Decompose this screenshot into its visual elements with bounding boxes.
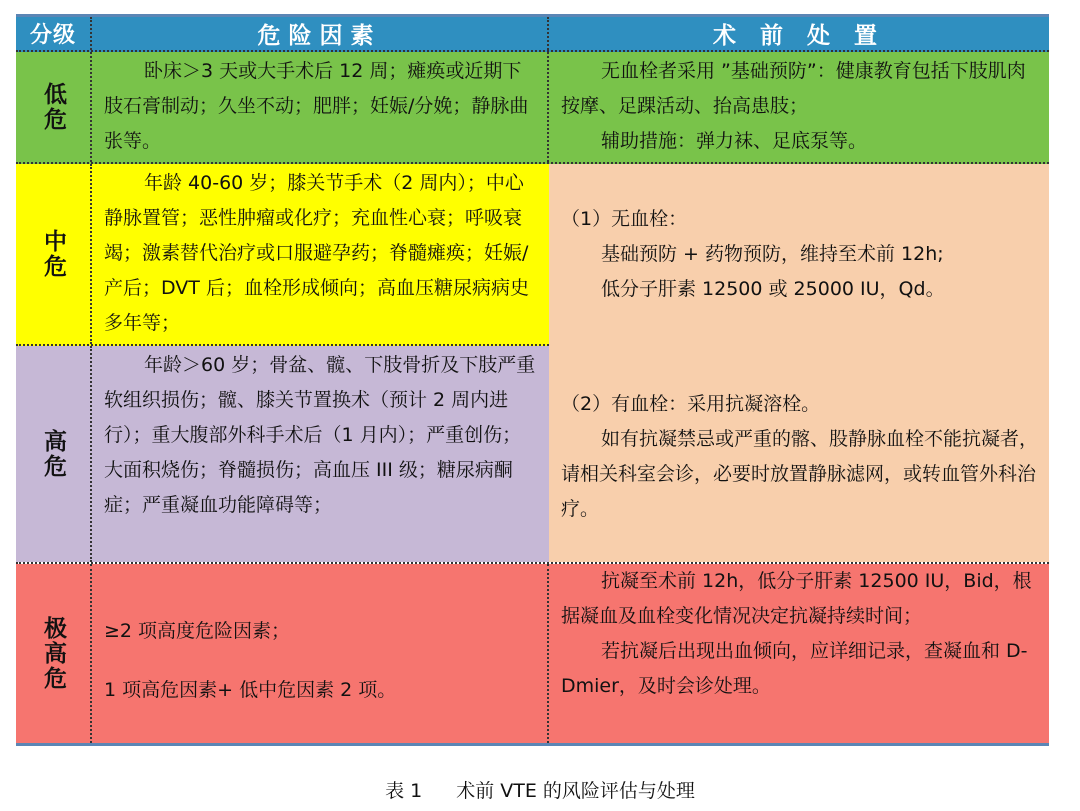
grade-low: 低危 [16, 52, 92, 162]
row-low-risk [16, 52, 1049, 164]
mid-high-block [16, 164, 1049, 564]
risk-extreme: ≥2 项高度危险因素； 1 项高危因素+ 低中危因素 2 项。 [92, 564, 549, 743]
vte-risk-table [16, 14, 1049, 746]
risk-high: 年龄＞60 岁；骨盆、髋、下肢骨折及下肢严重软组织损伤；髋、膝关节置换术（预计 2 周内进行）；重大腹部外科手术后（1 月内）；严重创伤；大面积烧伤；脊髓损伤；高血压 III 级；糖尿病酮症；严重凝血功能障碍等； [104, 354, 536, 516]
treatment-low: 无血栓者采用 ”基础预防”：健康教育包括下肢肌肉按摩、足踝活动、抬高患肢； 辅助措施：弹力袜、足底泵等。 [561, 60, 1026, 152]
table-header [16, 14, 1049, 52]
treatment-mid-high: （1）无血栓： 基础预防 + 药物预防，维持至术前 12h; 低分子肝素 12500 或 25000 IU，Qd。 （2）有血栓：采用抗凝溶栓。 如有抗凝禁忌或严重的髂、股静脉血栓不能抗凝者，请相关科室会诊，必要时放置静脉滤网，或转血管外科治疗。 [549, 164, 1049, 562]
grade-mid: 中危 [16, 164, 92, 344]
grade-extreme: 极高危 [16, 564, 92, 743]
header-risk: 危险因素 [92, 17, 549, 50]
row-extreme-risk [16, 564, 1049, 746]
caption-label: 表 1 [385, 780, 423, 802]
risk-low: 卧床＞3 天或大手术后 12 周；瘫痪或近期下肢石膏制动；久坐不动；肥胖；妊娠/分娩；静脉曲张等。 [92, 52, 549, 162]
row-high-risk [16, 346, 549, 562]
caption-title: 术前 VTE 的风险评估与处理 [456, 780, 695, 802]
risk-mid: 年龄 40-60 岁；膝关节手术（2 周内）；中心静脉置管；恶性肿瘤或化疗；充血性心衰；呼吸衰竭；激素替代治疗或口服避孕药；脊髓瘫痪；妊娠/产后；DVT 后；血栓形成倾向；高血压糖尿病病史多年等； [104, 172, 529, 334]
grade-high: 高危 [16, 346, 92, 562]
header-grade: 分级 [16, 17, 92, 50]
treatment-extreme: 抗凝至术前 12h，低分子肝素 12500 IU，Bid，根据凝血及血栓变化情况决定抗凝持续时间； 若抗凝后出现出血倾向，应详细记录，查凝血和 D-Dmier，及时会诊处理。 [561, 570, 1032, 697]
table-caption [0, 776, 1080, 803]
header-treatment: 术 前 处 置 [712, 23, 886, 49]
row-mid-risk [16, 164, 549, 346]
